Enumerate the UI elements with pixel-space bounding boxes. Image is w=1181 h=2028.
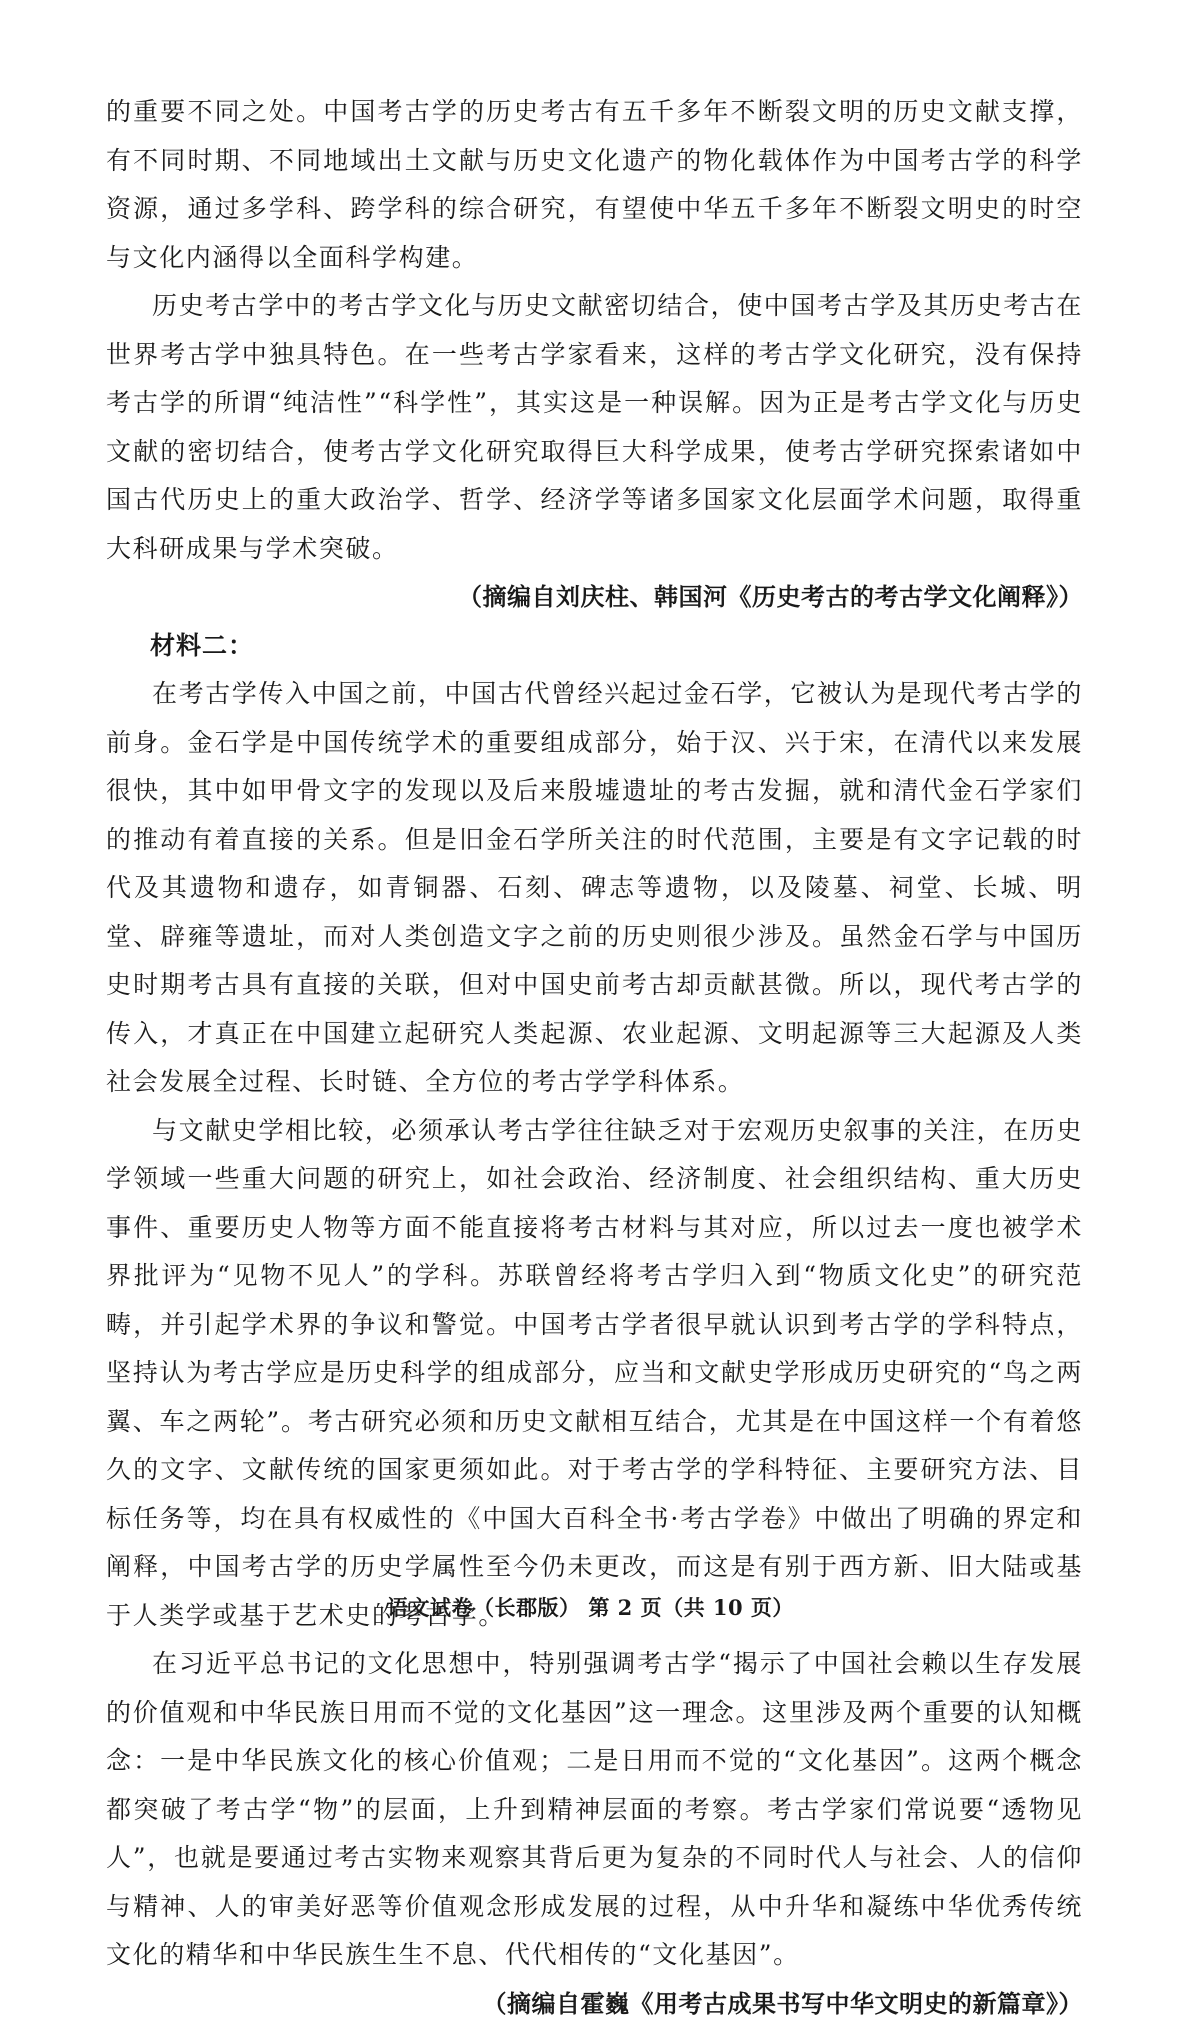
paragraph-continued: 的重要不同之处。中国考古学的历史考古有五千多年不断裂文明的历史文献支撑，有不同时期、不同地域出土文献与历史文化遗产的物化载体作为中国考古学的科学资源，通过多学科、跨学科的综合研究，有望使中华五千多年不断裂文明史的时空与文化内涵得以全面科学构建。 bbox=[106, 88, 1083, 282]
paragraph-historiography-comparison: 与文献史学相比较，必须承认考古学往往缺乏对于宏观历史叙事的关注，在历史学领域一些重大问题的研究上，如社会政治、经济制度、社会组织结构、重大历史事件、重要历史人物等方面不能直接将考古材料与其对应，所以过去一度也被学术界批评为“见物不见人”的学科。苏联曾经将考古学归入到“物质文化史”的研究范畴，并引起学术界的争议和警觉。中国考古学者很早就认识到考古学的学科特点，坚持认为考古学应是历史科学的组成部分，应当和文献史学形成历史研究的“鸟之两翼、车之两轮”。考古研究必须和历史文献相互结合，尤其是在中国这样一个有着悠久的文字、文献传统的国家更须如此。对于考古学的学科特征、主要研究方法、目标任务等，均在具有权威性的《中国大百科全书·考古学卷》中做出了明确的界定和阐释，中国考古学的历史学属性至今仍未更改，而这是有别于西方新、旧大陆或基于人类学或基于艺术史的考古学。 bbox=[106, 1107, 1083, 1641]
exam-page-body bbox=[106, 88, 1083, 2028]
paragraph-history-archaeology: 历史考古学中的考古学文化与历史文献密切结合，使中国考古学及其历史考古在世界考古学中独具特色。在一些考古学家看来，这样的考古学文化研究，没有保持考古学的所谓“纯洁性”“科学性”，其实这是一种误解。因为正是考古学文化与历史文献的密切结合，使考古学文化研究取得巨大科学成果，使考古学研究探索诸如中国古代历史上的重大政治学、哲学、经济学等诸多国家文化层面学术问题，取得重大科研成果与学术突破。 bbox=[106, 282, 1083, 573]
source-citation-material-one: （摘编自刘庆柱、韩国河《历史考古的考古学文化阐释》） bbox=[106, 573, 1083, 622]
paragraph-epigraphy: 在考古学传入中国之前，中国古代曾经兴起过金石学，它被认为是现代考古学的前身。金石学是中国传统学术的重要组成部分，始于汉、兴于宋，在清代以来发展很快，其中如甲骨文字的发现以及后来殷墟遗址的考古发掘，就和清代金石学家们的推动有着直接的关系。但是旧金石学所关注的时代范围，主要是有文字记载的时代及其遗物和遗存，如青铜器、石刻、碑志等遗物，以及陵墓、祠堂、长城、明堂、辟雍等遗址，而对人类创造文字之前的历史则很少涉及。虽然金石学与中国历史时期考古具有直接的关联，但对中国史前考古却贡献甚微。所以，现代考古学的传入，才真正在中国建立起研究人类起源、农业起源、文明起源等三大起源及人类社会发展全过程、长时链、全方位的考古学学科体系。 bbox=[106, 670, 1083, 1107]
page-footer: 语文试卷（长郡版） 第 2 页（共 10 页） bbox=[0, 1592, 1181, 1622]
source-citation-material-two: （摘编自霍巍《用考古成果书写中华文明史的新篇章》） bbox=[106, 1980, 1083, 2028]
paragraph-cultural-gene: 在习近平总书记的文化思想中，特别强调考古学“揭示了中国社会赖以生存发展的价值观和中华民族日用而不觉的文化基因”这一理念。这里涉及两个重要的认知概念：一是中华民族文化的核心价值观；二是日用而不觉的“文化基因”。这两个概念都突破了考古学“物”的层面，上升到精神层面的考察。考古学家们常说要“透物见人”，也就是要通过考古实物来观察其背后更为复杂的不同时代人与社会、人的信仰与精神、人的审美好恶等价值观念形成发展的过程，从中升华和凝练中华优秀传统文化的精华和中华民族生生不息、代代相传的“文化基因”。 bbox=[106, 1640, 1083, 1980]
material-two-heading: 材料二： bbox=[106, 622, 1083, 671]
